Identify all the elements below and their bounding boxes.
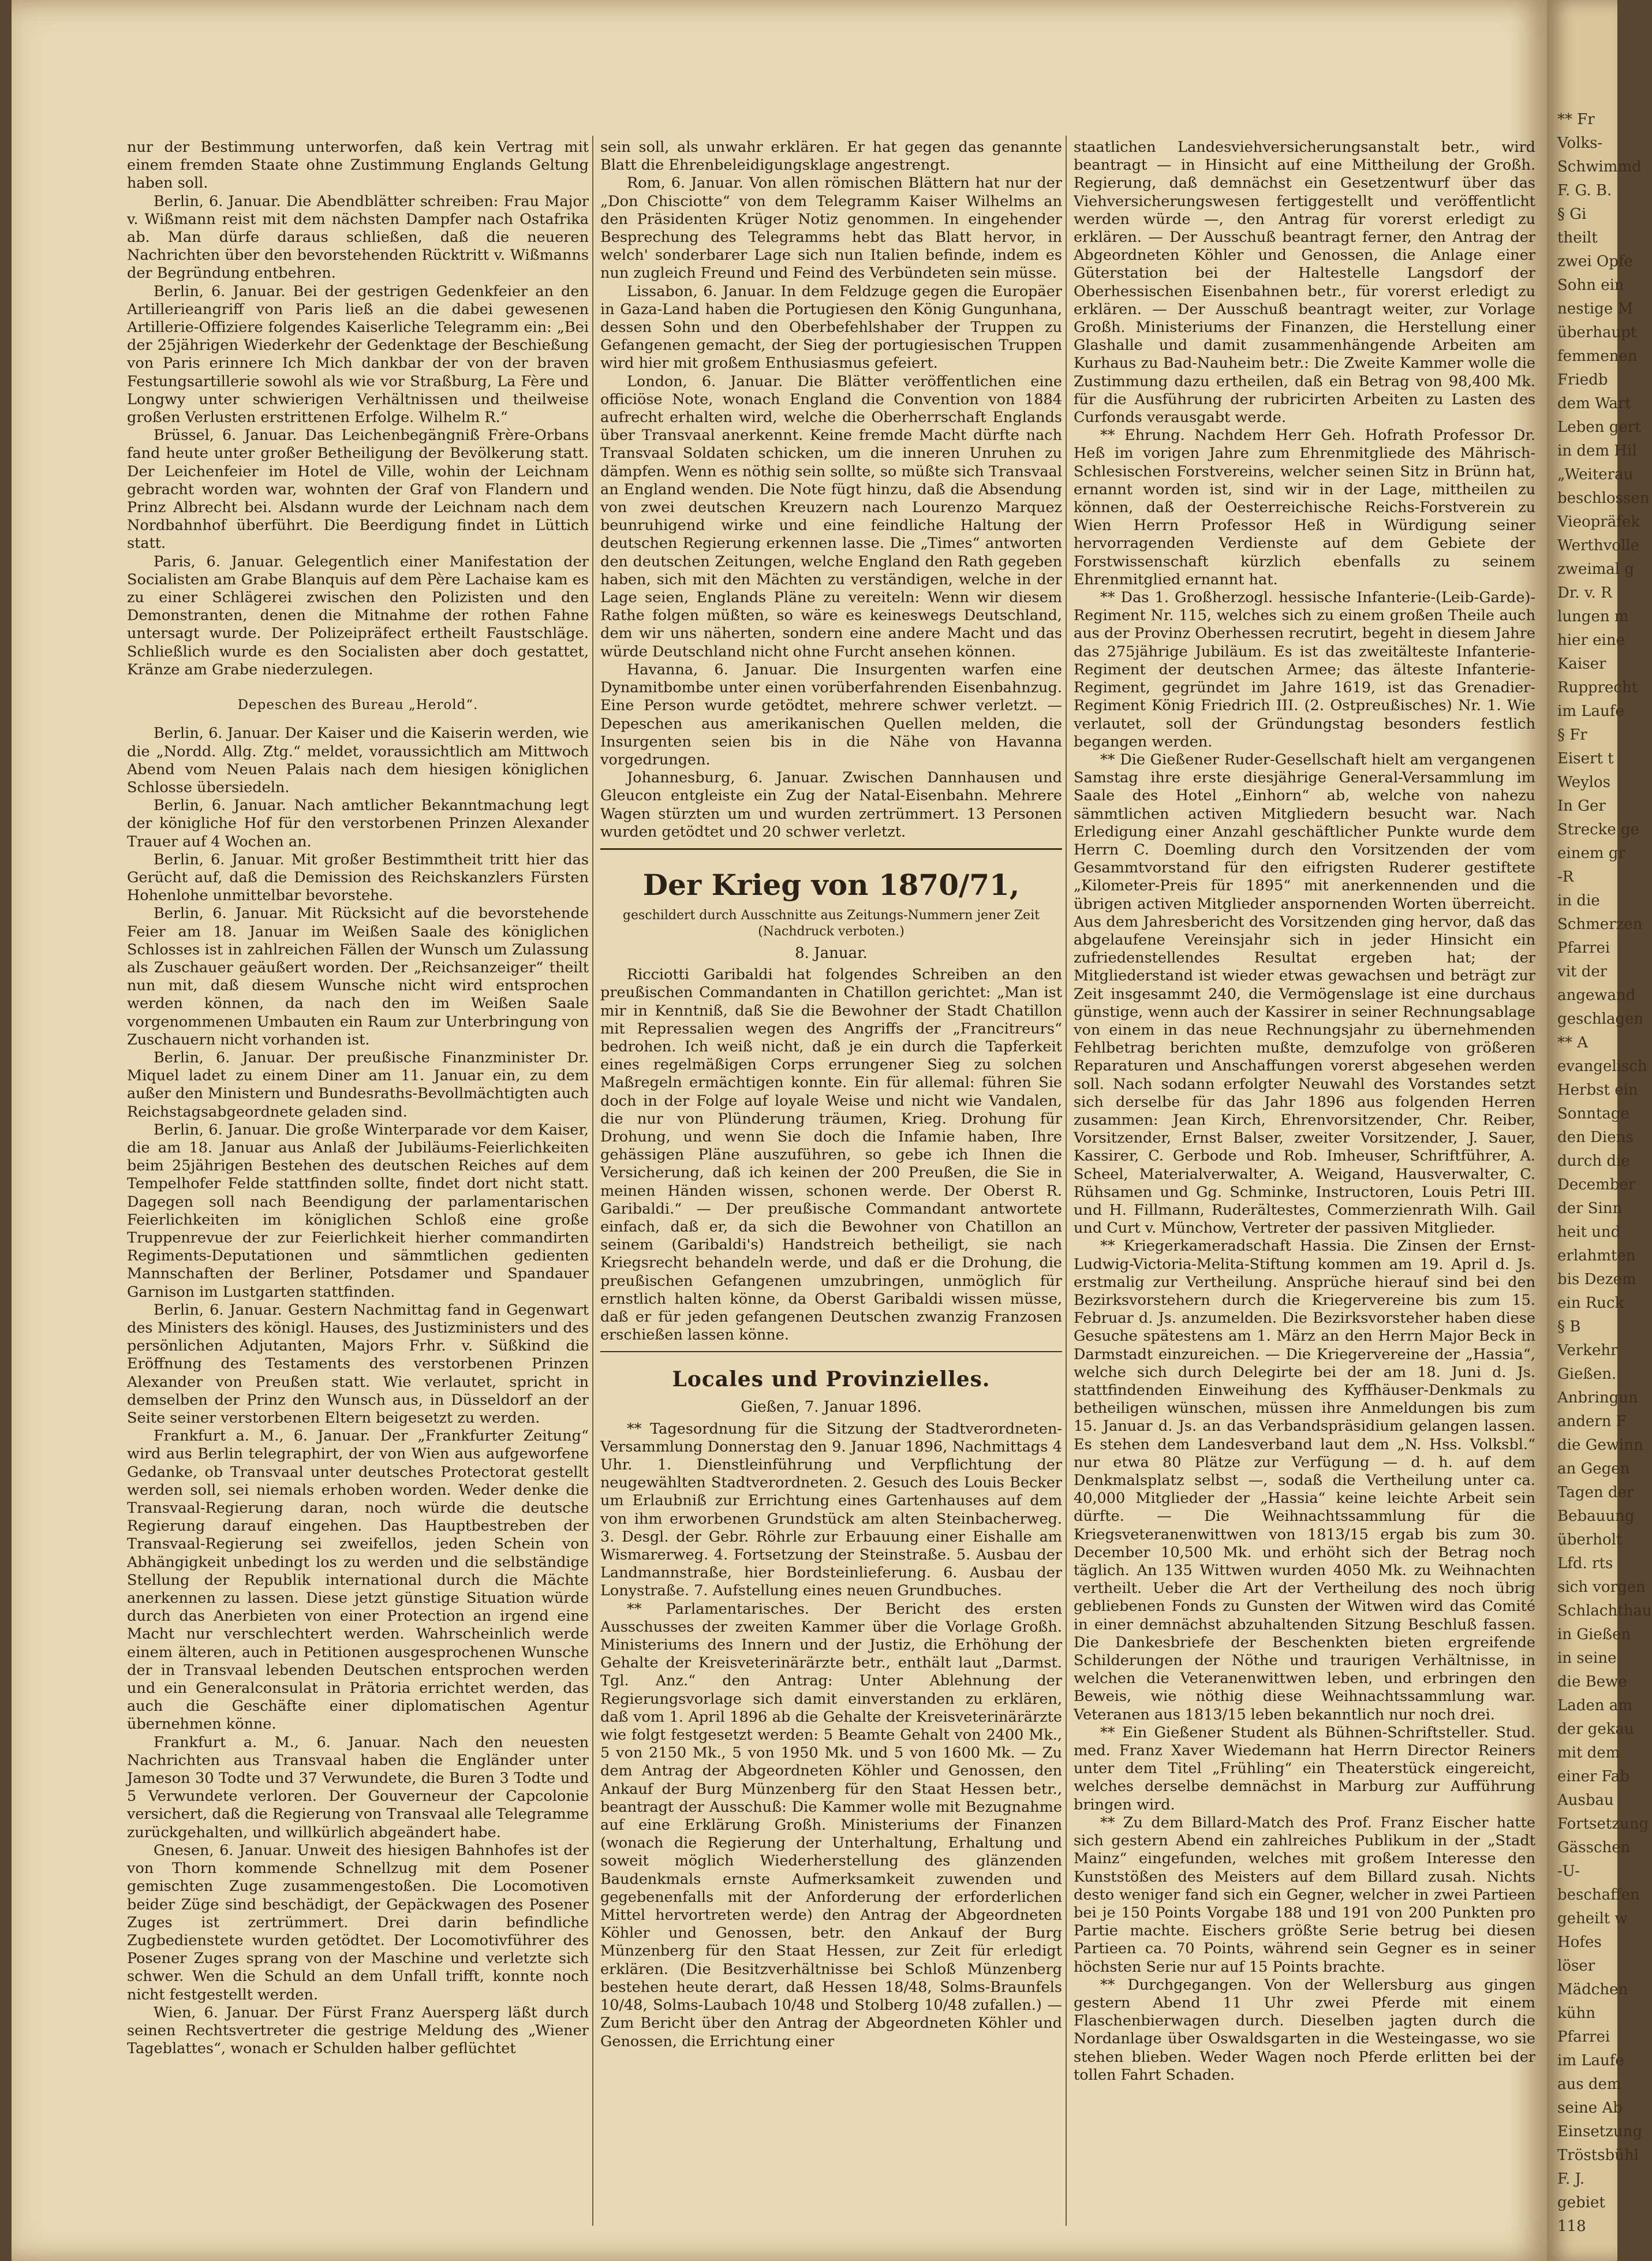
edge-snippet: die Gewinn <box>1557 1437 1643 1454</box>
edge-snippet: einer Fab <box>1557 1768 1629 1785</box>
edge-snippet: aus dem <box>1557 2076 1621 2093</box>
article-paragraph: ** Parlamentarisches. Der Bericht des ersten Ausschusses der zweiten Kammer über die Vorlage Großh. Ministeriums des Innern und der Justiz, die Erhöhung der Gehalte der Kreisveterinärärzte betr., enthält laut „Darmst. Tgl. Anz.“ den Antrag: Unter Ablehnung der Regierungsvorlage sich damit einverstanden zu erklären, daß vom 1. April 1896 ab die Gehalte der Kreisveterinärärzte wie folgt festgesetzt werden: 5 Beamte Gehalt von 2400 Mk., 5 von 2150 Mk., 5 von 1950 Mk. und 5 von 1600 Mk. — Zu dem Antrag der Abgeordneten Köhler und Genossen, den Ankauf der Burg Münzenberg für den Staat Hessen betr., beantragt der Ausschuß: Die Kammer wolle mit Bezugnahme auf eine Erklärung Großh. Ministeriums der Finanzen (wonach die Regierung der Unterhaltung, Erhaltung und soweit möglich Wiederherstellung des glänzenden Baudenkmals ernste Aufmerksamkeit zuwenden und gegebenenfalls mit der Anforderung der erforderlichen Mittel hervortreten werde) den Antrag der Abgeordneten Köhler und Genossen, betr. den Ankauf der Burg Münzenberg für den Staat Hessen, zur Zeit für erledigt erklären. (Die Besitzverhältnisse bei Schloß Münzenberg bestehen heute derart, daß Hessen 18/48, Solms-Braunfels 10/48, Solms-Laubach 10/48 und Stolberg 10/48 zufallen.) — Zum Bericht über den Antrag der Abgeordneten Köhler und Genossen, die Errichtung einer <box>600 1600 1062 2050</box>
edge-snippet: Rupprecht <box>1557 679 1638 696</box>
article-paragraph: Johannesburg, 6. Januar. Zwischen Dannhausen und Gleucon entgleiste ein Zug der Natal-Eisenbahn. Mehrere Wagen stürzten um und wurden zertrümmert. 13 Personen wurden getödtet und 20 schwer verletzt. <box>600 769 1062 841</box>
edge-snippet: § Fr <box>1557 726 1587 744</box>
edge-snippet: Gässchen <box>1557 1839 1631 1856</box>
article-paragraph: ** Kriegerkameradschaft Hassia. Die Zinsen der Ernst-Ludwig-Victoria-Melita-Stiftung kommen am 19. April d. Js. erstmalig zur Vertheilung. Ansprüche hierauf sind bei den Bezirksvorstehern durch die Kriegervereine bis zum 15. Februar d. Js. anzumelden. Die Bezirksvorsteher haben diese Gesuche spätestens am 1. März an den Herrn Major Beck in Darmstadt einzureichen. — Die Kriegervereine der „Hassia“, welche sich durch Delegirte bei der am 18. Juni d. Js. stattfindenden Einweihung des Kyffhäuser-Denkmals zu betheiligen wünschen, müssen ihre Anmeldungen bis zum 15. Januar d. Js. an das Verbandspräsidium gelangen lassen. Es stehen dem Landesverband laut dem „N. Hss. Volksbl.“ nur etwa 80 Plätze zur Verfügung — d. h. auf dem Denkmalsplatz selbst —, sodaß die Vertheilung unter ca. 40,000 Mitglieder der „Hassia“ keine leichte Arbeit sein dürfte. — Die Weihnachtssammlung für die Kriegsveteranenwittwen von 1813/15 ergab bis zum 30. December 10,500 Mk. und erhöht sich der Betrag noch täglich. An 135 Wittwen wurden 4050 Mk. zu Weihnachten vertheilt. Ueber die Art der Vertheilung des noch übrig gebliebenen Fonds zu Gunsten der Witwen wird das Comité in einer demnächst abzuhaltenden Sitzung Beschluß fassen. Die Dankesbriefe der Beschenkten bieten ergreifende Schilderungen der Nöthe und traurigen Verhältnisse, in welchen die Veteranenwittwen leben, und erbringen den Beweis, wie nöthig diese Weihnachtssammlung war. Veteranen aus 1813/15 leben bekanntlich nur noch drei. <box>1074 1237 1535 1723</box>
edge-snippet: Schwimmd <box>1557 158 1642 176</box>
article-paragraph: London, 6. Januar. Die Blätter veröffentlichen eine officiöse Note, wonach England die Convention von 1884 aufrecht erhalten wird, welche die Oberherrschaft Englands über Transvaal anerkennt. Keine fremde Macht dürfte nach Transvaal Soldaten schicken, um die inneren Unruhen zu dämpfen. Wenn es nöthig sein sollte, so müßte sich Transvaal an England wenden. Die Note fügt hinzu, daß die Absendung von zwei deutschen Kreuzern nach Lourenzo Marquez beunruhigend wirke und eine feindliche Haltung der deutschen Regierung erkennen lasse. Die „Times“ antworten den deutschen Zeitungen, welche England den Rath gegeben haben, sich mit den Mächten zu verständigen, welche in der Lage seien, Englands Pläne zu vereiteln: Wenn wir diesem Rathe folgen müßten, so wäre es keineswegs Deutschland, dem wir uns näherten, sondern eine andere Macht und das würde Deutschland nicht ohne Furcht ansehen können. <box>600 372 1062 661</box>
edge-snippet: ** A <box>1557 1034 1589 1051</box>
edge-snippet: Dr. v. R <box>1557 584 1612 602</box>
edge-snippet: evangelisch <box>1557 1058 1647 1075</box>
edge-snippet: Sohn ein <box>1557 277 1624 294</box>
edge-snippet: gebiet <box>1557 2194 1605 2211</box>
edge-snippet: Anbringun <box>1557 1389 1638 1406</box>
edge-snippet: in die <box>1557 892 1600 909</box>
article-paragraph: Berlin, 6. Januar. Der Kaiser und die Kaiserin werden, wie die „Nordd. Allg. Ztg.“ meldet, voraussichtlich am Mittwoch Abend vom Neuen Palais nach dem hiesigen königlichen Schlosse übersiedeln. <box>127 725 589 796</box>
article-paragraph: ** Zu dem Billard-Match des Prof. Franz Eischer hatte sich gestern Abend ein zahlreiches Publikum in der „Stadt Mainz“ eingefunden, welches mit großem Interesse den Kunststößen des Meisters auf dem Billard zusah. Nichts desto weniger fand sich ein Gegner, welcher in zwei Partieen bei je 150 Points Vorgabe 188 und 191 von 200 Punkten pro Partie machte. Eischers größte Serie betrug bei diesen Partieen ca. 70 Points, während sein Gegner es in seiner höchsten Serie nur auf 15 Points brachte. <box>1074 1814 1535 1976</box>
edge-snippet: Herbst ein <box>1557 1081 1638 1099</box>
edge-snippet: kühn <box>1557 2005 1595 2022</box>
article-paragraph: Berlin, 6. Januar. Gestern Nachmittag fand in Gegenwart des Ministers des königl. Hauses, des Justizministers und des persönlichen Adjutanten, Majors Frhr. v. Süßkind die Eröffnung des Testaments des verstorbenen Prinzen Alexander von Preußen statt. Wie verlautet, spricht in demselben der Prinz den Wunsch aus, in Düsseldorf an der Seite seiner verstorbenen Eltern beigesetzt zu werden. <box>127 1301 589 1427</box>
edge-snippet: ** Fr <box>1557 111 1595 128</box>
edge-snippet: einem gr <box>1557 845 1625 862</box>
article-paragraph: Wien, 6. Januar. Der Fürst Franz Auersperg läßt durch seinen Rechtsvertreter die gestrige Meldung des „Wiener Tageblattes“, wonach er Schulden halber geflüchtet <box>127 2003 589 2058</box>
article-paragraph: Berlin, 6. Januar. Mit Rücksicht auf die bevorstehende Feier am 18. Januar im Weißen Saale des königlichen Schlosses ist in zahlreichen Fällen der Wunsch um Zulassung als Zuschauer geäußert worden. Der „Reichsanzeiger“ theilt nun mit, daß diesem Wunsche nicht wird entsprochen werden können, da nach den im Weißen Saale vorgenommenen Umbauten ein Raum zur Unterbringung von Zuschauern nicht vorhanden ist. <box>127 905 589 1049</box>
edge-snippet: hier eine <box>1557 632 1625 649</box>
edge-snippet: Sonntage <box>1557 1105 1629 1122</box>
edge-snippet: Gießen. <box>1557 1365 1617 1383</box>
edge-snippet: zweimal g <box>1557 561 1635 578</box>
edge-snippet: Tagen der <box>1557 1484 1634 1501</box>
edge-snippet: Volks- <box>1557 135 1603 152</box>
article-paragraph: ** Ehrung. Nachdem Herr Geh. Hofrath Professor Dr. Heß im vorigen Jahre zum Ehrenmitgliede des Mährisch-Schlesischen Forstvereins, welcher seinen Sitz in Brünn hat, ernannt worden ist, sind wir in der Lage, mittheilen zu können, daß der Oesterreichische Reichs-Forstverein zu Wien Herrn Professor Heß in Würdigung seiner hervorragenden Verdienste auf dem Gebiete der Forstwissenschaft kürzlich ebenfalls zu seinem Ehrenmitglied ernannt hat. <box>1074 427 1535 588</box>
edge-snippet: F. G. B. <box>1557 182 1612 199</box>
article-paragraph: Brüssel, 6. Januar. Das Leichenbegängniß Frère-Orbans fand heute unter großer Betheiligung der Bevölkerung statt. Der Leichenfeier im Hotel de Ville, wohin der Leichnam gebracht worden war, wohnten der Graf von Flandern und Prinz Albrecht bei. Alsdann wurde der Leichnam nach dem Nordbahnhof überführt. Die Beerdigung findet in Lüttich statt. <box>127 427 589 553</box>
edge-snippet: durch die <box>1557 1152 1630 1170</box>
edge-snippet: Hofes <box>1557 1934 1602 1951</box>
edge-snippet: Tröstsbühl <box>1557 2147 1639 2164</box>
edge-snippet: dem Wart <box>1557 395 1631 412</box>
edge-snippet: in dem Hil <box>1557 442 1637 460</box>
edge-snippet: heit und <box>1557 1223 1621 1241</box>
column-rule <box>1066 136 1067 2226</box>
edge-snippet: -U- <box>1557 1863 1580 1880</box>
section-divider <box>600 1351 1062 1352</box>
edge-snippet: § B <box>1557 1318 1581 1335</box>
edge-snippet: Friedb <box>1557 371 1608 389</box>
edge-snippet: mit dem <box>1557 1744 1620 1762</box>
edge-snippet: December <box>1557 1176 1636 1193</box>
article-paragraph: ** Tagesordnung für die Sitzung der Stadtverordneten-Versammlung Donnerstag den 9. Januar 1896, Nachmittags 4 Uhr. 1. Dienstleinführung und Verpflichtung der neugewählten Stadtverordneten. 2. Gesuch des Louis Becker um Erlaubniß zur Errichtung eines Gartenhauses auf dem von ihm erworbenen Grundstück am alten Steinbacherweg. 3. Desgl. der Gebr. Röhrle zur Erbauung einer Eishalle am Wismarerweg. 4. Fortsetzung der Steinstraße. 5. Ausbau der Landmannstraße, hier Bordsteinlieferung. 6. Ausbau der Lonystraße. 7. Aufstellung eines neuen Grundbuches. <box>600 1420 1062 1600</box>
article-paragraph: Frankfurt a. M., 6. Januar. Nach den neuesten Nachrichten aus Transvaal haben die Engländer unter Jameson 30 Todte und 37 Verwundete, die Buren 3 Todte und 5 Verwundete verloren. Der Gouverneur der Capcolonie versichert, daß die Regierung von Transvaal alle Telegramme zurückgehalten, und willkürlich abgeändert habe. <box>127 1733 589 1841</box>
column-3 <box>1074 139 1535 2084</box>
article-paragraph: ** Die Gießener Ruder-Gesellschaft hielt am vergangenen Samstag ihre erste diesjährige General-Versammlung im Saale des Hotel „Einhorn“ ab, welche von nahezu sämmtlichen activen Mitgliedern besucht war. Nach Erledigung einer Anzahl geschäftlicher Punkte wurde dem Herrn C. Doemling durch den Vorsitzenden der vom Gesammtvorstand für den eifrigsten Ruderer gestiftete „Kilometer-Preis für 1895“ mit anerkennenden und die übrigen activen Mitglieder anspornenden Worten überreicht. Aus dem Jahresbericht des Vorsitzenden ging hervor, daß das abgelaufene Vereinsjahr sich in jeder Hinsicht ein zufriedenstellendes Resultat ergeben hat; der Mitgliederstand ist wieder etwas gewachsen und beträgt zur Zeit insgesammt 240, die Vermögenslage ist eine durchaus günstige, wenn auch der Kassirer in seiner Rechnungsablage von einem in das neue Rechnungsjahr zu übernehmenden Fehlbetrag berichten mußte, demzufolge von größeren Reparaturen und Anschaffungen vorerst abgesehen werden soll. Nach sodann erfolgter Neuwahl des Vorstandes setzt sich derselbe für das Jahr 1896 aus folgenden Herren zusammen: Jean Kirch, Ehrenvorsitzender, Chr. Reiber, Vorsitzender, Ernst Balser, zweiter Vorsitzender, J. Sauer, Kassirer, C. Gerbode und Rob. Imheuser, Schriftführer, A. Scheel, Materialverwalter, A. Weigand, Hausverwalter, C. Rühsamen und Gg. Schminke, Instructoren, Louis Petri III. und H. Fillmann, Ruderältestes, Commerzienrath Wilh. Gail und Curt v. Münchow, Vertreter der passiven Mitglieder. <box>1074 751 1535 1237</box>
edge-snippet: Pfarrei <box>1557 939 1610 957</box>
edge-snippet: femmenen <box>1557 348 1638 365</box>
edge-snippet: die Bewe <box>1557 1673 1627 1691</box>
section-title-locales: Locales und Provinzielles. <box>672 1367 991 1392</box>
article-paragraph: ** Ein Gießener Student als Bühnen-Schriftsteller. Stud. med. Franz Xaver Wiedemann hat Herrn Director Reiners unter dem Titel „Frühling“ ein Theaterstück eingereicht, welches derselbe demnächst in Marburg zur Aufführung bringen wird. <box>1074 1723 1535 1814</box>
edge-snippet: 118 <box>1557 2218 1586 2235</box>
edge-snippet: ein Ruck <box>1557 1294 1624 1312</box>
edge-snippet: bis Dezem <box>1557 1271 1636 1288</box>
edge-snippet: „Weiterau <box>1557 466 1634 483</box>
edge-snippet: seine Ab <box>1557 2099 1623 2117</box>
edge-snippet: zwei Opfe <box>1557 253 1633 270</box>
edge-snippet: -R <box>1557 868 1574 886</box>
edge-snippet: Verkehr <box>1557 1342 1618 1359</box>
article-paragraph: Lissabon, 6. Januar. In dem Feldzuge gegen die Europäer in Gaza-Land haben die Portugiesen den König Gungunhana, dessen Sohn und den Oberbefehlshaber der Truppen zu Gefangenen gemacht, der Sieg der portugiesischen Truppen wird hier mit großem Enthusiasmus gefeiert. <box>600 282 1062 372</box>
article-paragraph: Berlin, 6. Januar. Bei der gestrigen Gedenkfeier an den Artillerieangriff von Paris ließ an die dabei gewesenen Artillerie-Offiziere folgendes Kaiserliche Telegramm ein: „Bei der 25jährigen Wiederkehr der Gedenktage der Beschießung von Paris erinnere Ich Mich dankbar der von der braven Festungsartillerie sowohl als wie vor Straßburg, La Fère und Longwy unter schwierigen Verhältnissen und theilweise großen Verlusten erstrittenen Erfolge. Wilhelm R.“ <box>127 282 589 427</box>
article-paragraph: Frankfurt a. M., 6. Januar. Der „Frankfurter Zeitung“ wird aus Berlin telegraphirt, der von Wien aus aufgeworfene Gedanke, ob Transvaal unter deutsches Protectorat gestellt werden soll, sei niemals erhoben worden. Weder denke die Transvaal-Regierung daran, noch würde die deutsche Regierung darauf eingehen. Das Hauptbestreben der Transvaal-Regierung sei zweifellos, jeden Schein von Abhängigkeit unbedingt los zu werden und die selbständige Stellung der Republik international durch die Mächte anerkennen zu lassen. Diese jetzt günstige Situation würde durch das Anerbieten von einer Protection an irgend eine Macht nur verschlechtert werden. Wahrscheinlich werde einem älteren, auch in Petitionen ausgesprochenen Wunsche der in Transvaal lebenden Deutschen entsprochen werden und ein Generalconsulat in Prätoria errichtet werden, das auch die Geschäfte einer diplomatischen Agentur übernehmen könne. <box>127 1427 589 1733</box>
edge-snippet: Schmerzen <box>1557 916 1643 933</box>
dateline: Gießen, 7. Januar 1896. <box>741 1398 922 1416</box>
edge-snippet: überholt <box>1557 1531 1623 1549</box>
article-paragraph: Berlin, 6. Januar. Nach amtlicher Bekanntmachung legt der königliche Hof für den verstorbenen Prinzen Alexander Trauer auf 4 Wochen an. <box>127 797 589 850</box>
edge-snippet: erlahmten <box>1557 1247 1636 1264</box>
edge-snippet: Lfd. rts <box>1557 1555 1613 1572</box>
article-paragraph: Havanna, 6. Januar. Die Insurgenten warfen eine Dynamitbombe unter einen vorüberfahrenden Eisenbahnzug. Eine Person wurde getödtet, mehrere schwer verletzt. — Depeschen aus amerikanischen Quellen melden, die Insurgenten seien bis in die Nähe von Havanna vorgedrungen. <box>600 661 1062 768</box>
edge-snippet: sich vorgen <box>1557 1579 1646 1596</box>
edge-snippet: Mädchen <box>1557 1981 1628 1998</box>
article-paragraph: nur der Bestimmung unterworfen, daß kein Vertrag mit einem fremden Staate ohne Zustimmung Englands Geltung haben soll. <box>127 139 589 192</box>
edge-snippet: lungen m <box>1557 608 1629 625</box>
article-paragraph: sein soll, als unwahr erklären. Er hat gegen das genannte Blatt die Ehrenbeleidigungsklage angestrengt. <box>600 139 1062 174</box>
column-rule <box>592 136 593 2226</box>
section-divider <box>600 848 1062 850</box>
edge-snippet: Kaiser <box>1557 655 1606 673</box>
edge-snippet: im Laufe <box>1557 703 1624 720</box>
article-paragraph: Rom, 6. Januar. Von allen römischen Blättern hat nur der „Don Chisciotte“ von dem Telegramm Kaiser Wilhelms an den Präsidenten Krüger Notiz genommen. In eingehender Besprechung des Telegramms hebt das Blatt hervor, in welch' sonderbarer Lage sich nun Italien befinde, indem es nun zugleich Freund und Feind des Verbündeten sein müsse. <box>600 174 1062 282</box>
edge-snippet: nestige M <box>1557 300 1634 318</box>
edge-snippet: Fortsetzung <box>1557 1815 1649 1833</box>
edge-snippet: Bebauung <box>1557 1508 1635 1525</box>
edge-snippet: überhaupt <box>1557 324 1637 341</box>
newspaper-page <box>12 0 1547 2261</box>
article-paragraph: Berlin, 6. Januar. Die große Winterparade vor dem Kaiser, die am 18. Januar aus Anlaß der Jubiläums-Feierlichkeiten beim 25jährigen Bestehen des deutschen Reiches auf dem Tempelhofer Felde stattfinden sollte, findet dort nicht statt. Dagegen soll nach Beendigung der parlamentarischen Feierlichkeiten im königlichen Schloß eine große Truppenrevue der zur Feierlichkeit hierher commandirten Regiments-Deputationen und sämmtlichen gedienten Mannschaften der Berliner, Potsdamer und Spandauer Garnison im Lustgarten stattfinden. <box>127 1121 589 1301</box>
edge-snippet: Pfarrei <box>1557 2028 1610 2046</box>
edge-snippet: beschaffen <box>1557 1886 1640 1904</box>
edge-snippet: geheilt w <box>1557 1910 1628 1927</box>
edge-snippet: Strecke ge <box>1557 821 1640 838</box>
section-subtitle-krieg: geschildert durch Ausschnitte aus Zeitungs-Nummern jener Zeit (Nachdruck verboten.) <box>622 908 1040 939</box>
date-heading: 8. Januar. <box>795 944 868 962</box>
edge-snippet: In Ger <box>1557 797 1606 815</box>
column-2 <box>600 139 1062 2051</box>
edge-snippet: im Laufe <box>1557 2052 1624 2069</box>
article-paragraph: ** Durchgegangen. Von der Wellersburg aus gingen gestern Abend 11 Uhr zwei Pferde mit einem Flaschenbierwagen durch. Dieselben jagten durch die Nordanlage über Oswaldsgarten in die Westeingasse, wo sie stehen blieben. Weder Wagen noch Pferde erlitten bei der tollen Fahrt Schaden. <box>1074 1976 1535 2084</box>
edge-snippet: Einsetzung <box>1557 2123 1643 2140</box>
edge-snippet: Ausbau <box>1557 1792 1614 1809</box>
edge-snippet: beschlossen <box>1557 490 1650 507</box>
section-title-krieg: Der Krieg von 1870/71, <box>642 867 1020 902</box>
edge-snippet: der Sinn <box>1557 1200 1623 1217</box>
edge-snippet: andern F <box>1557 1413 1627 1430</box>
adjacent-page-edge <box>1547 0 1652 2261</box>
edge-snippet: löser <box>1557 1957 1595 1975</box>
edge-snippet: Werthvolle <box>1557 537 1639 554</box>
edge-snippet: in Gießen <box>1557 1626 1631 1643</box>
edge-snippet: Vieopräfek <box>1557 513 1640 531</box>
section-heading-depeschen: Depeschen des Bureau „Herold“. <box>237 697 479 713</box>
edge-snippet: den Diens <box>1557 1129 1634 1146</box>
article-paragraph: Berlin, 6. Januar. Der preußische Finanzminister Dr. Miquel ladet zu einem Diner am 11. Januar ein, zu dem außer den Ministern und Bundesraths-Bevollmächtigten auch Reichstagsabgeordnete geladen sind. <box>127 1049 589 1121</box>
article-paragraph: Paris, 6. Januar. Gelegentlich einer Manifestation der Socialisten am Grabe Blanquis auf dem Père Lachaise kam es zu einer Schlägerei zwischen den Polizisten und den Demonstranten, denen die Mitnahme der rothen Fahne untersagt wurde. Der Polizeipräfect ertheilt Faustschläge. Schließlich wurde es den Socialisten aber doch gestattet, Kränze am Grabe niederzulegen. <box>127 553 589 678</box>
column-1 <box>127 139 589 2058</box>
edge-snippet: Leben gert <box>1557 419 1641 436</box>
edge-snippet: Eisert t <box>1557 750 1614 767</box>
edge-snippet: in seine <box>1557 1650 1617 1667</box>
edge-snippet: angewand <box>1557 987 1636 1004</box>
edge-snippet: Weylos <box>1557 774 1610 791</box>
edge-snippet: theilt <box>1557 229 1598 247</box>
edge-snippet: § Gi <box>1557 206 1587 223</box>
article-paragraph: Gnesen, 6. Januar. Unweit des hiesigen Bahnhofes ist der von Thorn kommende Schnellzug mit dem Posener gemischten Zuge zusammengestoßen. Die Locomotiven beider Züge sind beschädigt, der Gepäckwagen des Posener Zuges ist zertrümmert. Drei darin befindliche Zugbedienstete wurden getödtet. Der Locomotivführer des Posener Zuges sprang von der Maschine und verletzte sich schwer. Wen die Schuld an dem Unfall trifft, konnte noch nicht festgestellt werden. <box>127 1841 589 2003</box>
article-paragraph: Berlin, 6. Januar. Mit großer Bestimmtheit tritt hier das Gerücht auf, daß die Demission des Reichskanzlers Fürsten Hohenlohe unmittelbar bevorstehe. <box>127 850 589 905</box>
article-paragraph: staatlichen Landesviehversicherungsanstalt betr., wird beantragt — in Hinsicht auf eine Mittheilung der Großh. Regierung, daß demnächst ein Gesetzentwurf über das Viehversicherungswesen fertiggestellt und veröffentlicht werden würde —, den Antrag für vorerst erledigt zu erklären. — Der Ausschuß beantragt ferner, den Antrag der Abgeordneten Köhler und Genossen, die Anlage einer Güterstation bei der Haltestelle Langsdorf der Oberhessischen Eisenbahnen betr., für vorerst erledigt zu erklären. — Der Ausschuß beantragt weiter, zur Vorlage Großh. Ministeriums der Finanzen, die Herstellung einer Glashalle und damit zusammenhängende Arbeiten am Kurhaus zu Bad-Nauheim betr.: Die Zweite Kammer wolle die Zustimmung dazu ertheilen, daß ein Betrag von 98,400 Mk. für die Ausführung der rubricirten Arbeiten zu Lasten des Curfonds verausgabt werde. <box>1074 139 1535 427</box>
edge-snippet: der gekau <box>1557 1721 1634 1738</box>
edge-snippet: an Gegen <box>1557 1460 1630 1478</box>
article-paragraph: Berlin, 6. Januar. Die Abendblätter schreiben: Frau Major v. Wißmann reist mit dem nächsten Dampfer nach Ostafrika ab. Man dürfe daraus schließen, daß die neueren Nachrichten über den bevorstehenden Rücktritt v. Wißmanns der Begründung entbehren. <box>127 192 589 282</box>
edge-snippet: Schlachthau <box>1557 1602 1652 1620</box>
article-paragraph: Ricciotti Garibaldi hat folgendes Schreiben an den preußischen Commandanten in Chatillon gerichtet: „Man ist mir in Kenntniß, daß Sie die Bewohner der Stadt Chatillon mit Repressalien wegen des Angriffs der „Francitreurs“ bedrohen. Ich weiß nicht, daß je ein durch die Tapferkeit eines regelmäßigen Corps errungener Sieg zu solchen Maßregeln ermächtigen konnte. Ein für allemal: führen Sie doch in der Folge auf loyale Weise und nicht wie Vandalen, die nur von Plünderung träumen, Krieg. Drohung für Drohung, und wenn Sie doch die Infamie haben, Ihre gehässigen Pläne auszuführen, so gebe ich Ihnen die Versicherung, daß ich keinen der 200 Preußen, die Sie in meinen Händen wissen, schonen werde. Der Oberst R. Garibaldi.“ — Der preußische Commandant antwortete einfach, daß er, da sich die Bewohner von Chatillon an seinem (Garibaldi's) Handstreich betheiligt, sie nach Kriegsrecht behandeln werde, und daß er die Drohung, die preußischen Gefangenen umzubringen, unmöglich für ernstlich halten könne, da Oberst Garibaldi wissen müsse, daß er für jeden gefangenen Deutschen zwanzig Franzosen erschießen lassen könne. <box>600 966 1062 1344</box>
article-paragraph: ** Das 1. Großherzogl. hessische Infanterie-(Leib-Garde)-Regiment Nr. 115, welches sich zu einem großen Theile auch aus der Provinz Oberhessen recrutirt, begeht in diesem Jahre das 275jährige Jubiläum. Es ist das zweitälteste Infanterie-Regiment der deutschen Armee; das älteste Infanterie-Regiment, gegründet im Jahre 1619, ist das Grenadier-Regiment König Friedrich III. (2. Ostpreußisches) Nr. 1. Wie verlautet, soll der Gründungstag besonders festlich begangen werden. <box>1074 589 1535 751</box>
edge-snippet: Laden am <box>1557 1697 1632 1714</box>
edge-snippet: vit der <box>1557 963 1608 980</box>
edge-snippet: F. J. <box>1557 2170 1585 2188</box>
edge-snippet: geschlagen <box>1557 1010 1644 1028</box>
